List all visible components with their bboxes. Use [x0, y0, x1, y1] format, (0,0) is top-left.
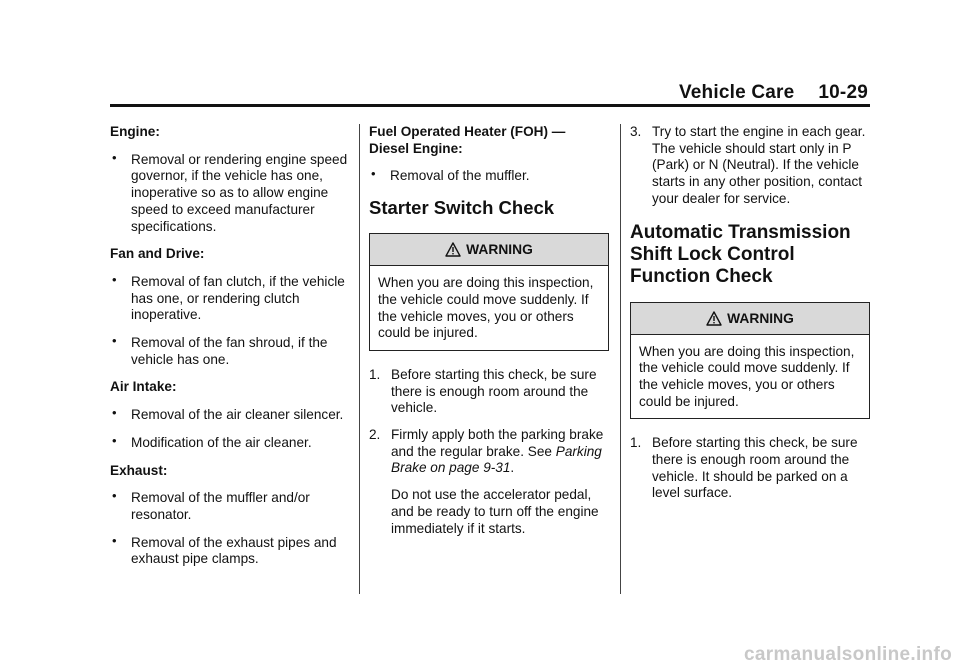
step-item — [630, 435, 870, 502]
bullet-dot: • — [112, 333, 117, 349]
list-item: • Removal of the exhaust pipes and exhaust pipe clamps. — [112, 532, 337, 567]
exhaust-heading: Exhaust: — [110, 462, 168, 478]
fan-heading: Fan and Drive: — [110, 246, 205, 262]
step-item — [630, 124, 870, 208]
warning-box — [369, 233, 609, 351]
warning-header — [370, 234, 608, 266]
section-title: Vehicle Care — [678, 82, 795, 103]
see-label: See — [527, 443, 552, 459]
list-item: • Modification of the air cleaner. — [112, 432, 312, 450]
bullet-dot: • — [112, 432, 117, 448]
warning-label: WARNING — [727, 310, 794, 326]
bullet-dot: • — [371, 166, 376, 182]
bullet-dot: • — [112, 149, 117, 165]
warning-text: When you are doing this inspection, the vehicle could move suddenly. If the vehicle moves, you or others could be injured. — [639, 343, 855, 409]
foh-heading: Fuel Operated Heater (FOH) — Diesel Engine: — [369, 124, 566, 156]
list-item: • Removal of the air cleaner silencer. — [112, 405, 344, 423]
step-text: Before starting this check, be sure there is enough room around the vehicle. It should be parked on a level surface. — [652, 435, 858, 501]
column-divider-2 — [620, 124, 621, 594]
step-number: 2. — [369, 427, 381, 443]
warning-triangle-icon — [445, 242, 461, 257]
warning-text: When you are doing this inspection, the vehicle could move suddenly. If the vehicle moves, you or others could be injured. — [378, 275, 594, 341]
step-item — [369, 367, 609, 417]
bullet-dot: • — [112, 405, 117, 421]
step-number: 1. — [630, 435, 642, 451]
step-number: 3. — [630, 124, 642, 139]
column-3 — [630, 124, 870, 512]
step-text: Firmly apply both the parking brake and the regular brake. — [391, 427, 604, 459]
column-divider-1 — [359, 124, 360, 594]
running-header — [679, 82, 868, 104]
warning-triangle-icon — [706, 311, 722, 326]
warning-header — [631, 303, 869, 335]
page-number: 10-29 — [818, 82, 868, 103]
watermark: carmanualsonline.info — [744, 644, 952, 665]
intake-heading: Air Intake: — [110, 379, 177, 395]
step-text: Before starting this check, be sure there is enough room around the vehicle. — [391, 366, 597, 416]
warning-box — [630, 302, 870, 420]
starter-switch-title: Starter Switch Check — [369, 197, 555, 219]
list-item: • Removal or rendering engine speed governor, if the vehicle has one, inoperative so as to allow engine speed to exceed manufacturer specifications. — [112, 149, 348, 234]
column-1 — [110, 124, 350, 579]
header-rule — [110, 104, 870, 107]
list-item: • Removal of fan clutch, if the vehicle has one, or rendering clutch inoperative. — [112, 271, 345, 323]
list-item: • Removal of the muffler. — [371, 166, 530, 184]
step-note: Do not use the accelerator pedal, and be ready to turn off the engine immediately if it starts. — [391, 487, 599, 536]
bullet-dot: • — [112, 488, 117, 504]
cross-reference-link[interactable]: Parking Brake on page 9-31 — [391, 443, 602, 476]
list-item: • Removal of the muffler and/or resonator. — [112, 488, 310, 522]
shift-lock-title: Automatic Transmission Shift Lock Control Function Check — [630, 221, 851, 287]
warning-label: WARNING — [466, 242, 533, 258]
step-number: 1. — [369, 366, 381, 382]
column-2 — [369, 124, 609, 547]
step-item: 2. Firmly apply both the parking brake and the regular brake. See Parking Brake on page 9-31. — [369, 427, 604, 476]
bullet-dot: • — [112, 271, 117, 287]
engine-heading: Engine: — [110, 124, 160, 139]
step-text: Try to start the engine in each gear. The vehicle should start only in P (Park) or N (Neutral). If the vehicle starts in any other position, contact your dealer for service. — [652, 124, 866, 206]
list-item: • Removal of the fan shroud, if the vehicle has one. — [112, 333, 328, 367]
bullet-dot: • — [112, 532, 117, 548]
